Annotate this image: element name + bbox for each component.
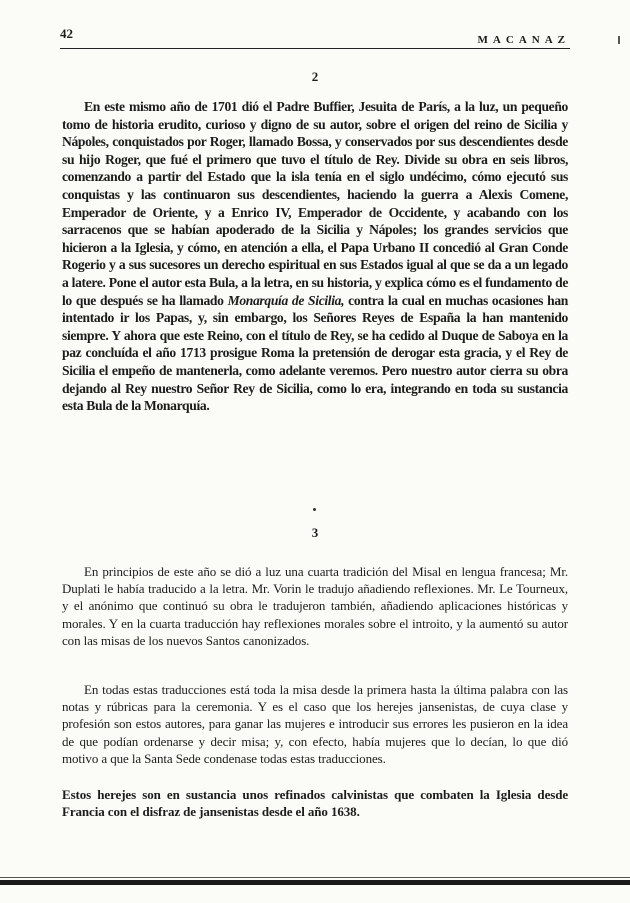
paragraph-text: En todas estas traducciones está toda la misa desde la primera hasta la última palabra con las notas y rúbricas para la ceremonia. Y es el caso que los herejes jansenistas, de cuya clase y profesión son estos autores, para ganar las mujeres e introducir sus errores les pusieron en la idea de que podían ordenarse y decir misa; y, con efecto, había mujeres que lo decían, lo que dió motivo a que la Santa Sede condenase todas estas traducciones. [62,682,568,766]
section-3-paragraph-2 [62,681,568,767]
italic-term: Monarquía de Sicilia, [227,292,345,308]
paragraph-text-after: contra la cual en muchas ocasiones han intentado ir los Papas, y, sin embargo, los Señores Reyes de España la han mantenido siempre. Y ahora que este Reino, con el título de Rey, se ha cedido al Duque de Saboya en la paz concluída el año 1713 prosigue Roma la pretensión de derogar esta gracia, y el Rey de Sicilia el empeño de mantenerla, como adelante veremos. Pero nuestro autor cierra su obra dejando al Rey nuestro Señor Rey de Sicilia, como lo era, integrando en toda su sustancia esta Bula de la Monarquía. [62,292,568,414]
section-separator-dot [313,508,316,511]
bottom-rule [0,880,630,885]
section-number-2: 2 [311,69,319,84]
page-number: 42 [60,26,73,41]
header-rule [60,48,570,49]
section-3-paragraph-1 [62,563,568,649]
page-header [60,26,570,50]
margin-mark [618,36,620,44]
section-3-paragraph-3 [62,786,568,820]
paragraph-text-before: En este mismo año de 1701 dió el Padre Buffier, Jesuita de París, a la luz, un pequeño tomo de historia erudito, curioso y digno de su autor, sobre el origen del reino de Sicilia y Nápoles, conquistados por Roger, llamado Bossa, y conservados por sus descendientes desde su hijo Roger, que fué el primero que tuvo el título de Rey. Divide su obra en seis libros, comenzando a partir del Estado que la isla tenía en el siglo undécimo, cómo ejecutó sus conquistas y las continuaron sus descendientes, haciendo la guerra a Alexis Comene, Emperador de Oriente, y a Enrico IV, Emperador de Occidente, y acabando con los sarracenos que se habían apoderado de la Sicilia y Nápoles; los grandes servicios que hicieron a la Iglesia, y cómo, en atención a ella, el Papa Urbano II concedió al Gran Conde Rogerio y a sus sucesores un derecho espiritual en sus Estados igual al que se da a un legado a latere. Pone el autor esta Bula, a la letra, en su historia, y explica cómo es el fundamento de lo que después se ha llamado [62,99,568,308]
running-head: MACANAZ [477,34,570,46]
bottom-rule-thin [0,877,630,878]
paragraph-text: En principios de este año se dió a luz una cuarta tradición del Misal en lengua francesa; Mr. Duplati le había traducido a la letra. Mr. Vorin le tradujo añadiendo reflexiones. Mr. Le Tourneux, y el anónimo que continuó su obra le tradujeron también, añadiendo aplicaciones históricas y morales. Y en la cuarta traducción hay reflexiones morales sobre el introito, y la aumentó su autor con las misas de los nuevos Santos canonizados. [62,564,568,648]
section-number-3: 3 [311,525,319,540]
paragraph-text: Estos herejes son en sustancia unos refinados calvinistas que combaten la Iglesia desde Francia con el disfraz de jansenistas desde el año 1638. [62,787,568,820]
section-2-paragraph [62,98,568,415]
